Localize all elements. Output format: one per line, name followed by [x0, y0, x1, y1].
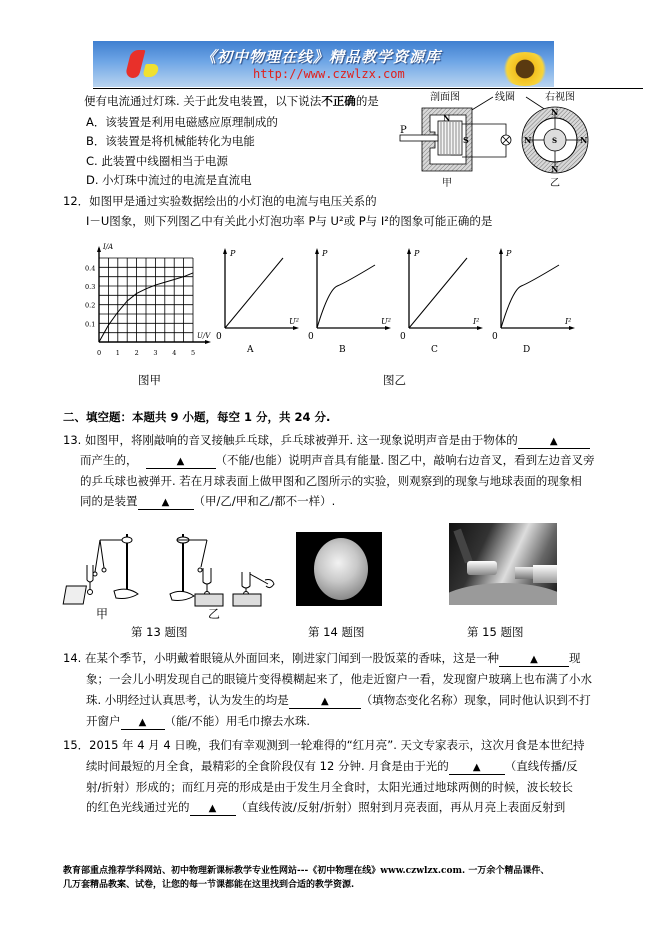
y-axis-label: P [322, 249, 328, 258]
q13-line3: 的乒乓球也被弹开. 若在月球表面上做甲图和乙图所示的实验，则观察到的现象与地球表面的现象相 [80, 474, 582, 488]
q15-text-2b: （直线传播/反 [504, 759, 578, 773]
right-view-magnet [522, 107, 588, 174]
q13-tuning-fork-figure [60, 520, 290, 640]
q14-line4 [86, 714, 310, 730]
y-axis-arrow [499, 248, 503, 254]
label-n-1: N [551, 107, 559, 117]
label-section-view: 剖面图 [430, 92, 460, 103]
blank-marker: ▲ [549, 436, 558, 447]
option-label: C [431, 345, 438, 355]
y-tick-label: 0.4 [85, 264, 96, 273]
x-tick-label: 3 [153, 349, 158, 357]
y-axis-label: P [230, 249, 236, 258]
q11-stem-emphasis: 不正确 [321, 94, 356, 108]
x-axis-arrow [293, 326, 299, 330]
label-n-4: N [580, 135, 588, 145]
q13-fig-caption: 第 13 题图 [131, 625, 188, 639]
section2-heading: 二、填空题：本题共 9 小题，每空 1 分，共 24 分. [63, 410, 331, 424]
q11-option-a: A．该装置是利用电磁感应原理制成的 [86, 115, 278, 129]
option-label: B [339, 345, 346, 355]
origin-label: 0 [492, 332, 498, 342]
q15-answer-blank-2[interactable] [190, 801, 236, 816]
label-right-view: 右视图 [545, 92, 575, 103]
label-p: P [400, 125, 407, 136]
q15-answer-blank-1[interactable] [449, 760, 505, 775]
caption-jia: 甲 [442, 178, 452, 189]
y-tick-label: 0.1 [85, 320, 96, 329]
x-axis-label: I² [565, 317, 572, 326]
q11-option-b: B．该装置是将机械能转化为电能 [86, 134, 255, 148]
blank-marker: ▲ [161, 497, 170, 508]
q13-text-1: 13. 如图甲，将刚敲响的音叉接触乒乓球，乒乓球被弹开. 这一现象说明声音是由于物体的 [63, 433, 518, 447]
blank-marker: ▲ [530, 654, 538, 665]
data-point [155, 285, 156, 286]
data-point [117, 312, 118, 313]
moon-disc [314, 538, 368, 600]
q13-line1 [63, 433, 590, 449]
data-point [99, 342, 100, 343]
q11-option-c: C. 此装置中线圈相当于电源 [86, 154, 228, 168]
data-point [127, 301, 128, 302]
spacecraft-photo [449, 523, 557, 605]
x-axis-label: U² [289, 317, 299, 326]
banner-url: http://www.czwlzx.com [253, 67, 405, 81]
x-axis-label: U² [381, 317, 391, 326]
q14-fig-caption: 第 14 题图 [308, 625, 365, 639]
caption-fig-yi: 图乙 [383, 373, 406, 387]
y-axis-arrow [97, 246, 101, 252]
option-label: D [523, 345, 531, 355]
spacecraft-module-2 [515, 567, 533, 579]
q13-text-4a: 同的是装置 [80, 494, 138, 508]
q14-line2: 象；一会儿小明发现自己的眼镜片变得模糊起来了，他走近窗户一看，发现窗户玻璃上也布满了小水 [86, 672, 592, 686]
y-tick-label: 0.3 [85, 283, 96, 291]
data-point [193, 273, 194, 274]
q14-text-4b: （能/不能）用毛巾擦去水珠. [164, 714, 311, 728]
label-n-2: N [551, 164, 559, 174]
q14-text-4a: 开窗户 [86, 714, 121, 728]
q12-line2: I－U图象，则下列图乙中有关此小灯泡功率 P与 U²或 P与 I²的图象可能正确的是 [86, 214, 493, 228]
q14-text-3b: （填物态变化名称）现象，同时他认识到不打 [360, 693, 591, 707]
q15-text-4b: （直线传波/反射/折射）照射到月亮表面，再从月亮上表面反射到 [235, 800, 566, 814]
origin-label: 0 [216, 332, 222, 342]
q14-answer-blank-3[interactable] [121, 715, 165, 730]
q13-answer-blank-3[interactable] [138, 495, 194, 510]
chart-option-a [216, 248, 299, 355]
blank-marker: ▲ [208, 803, 217, 814]
spacecraft-module-1 [467, 561, 497, 575]
x-tick-label: 1 [115, 349, 120, 357]
q15-line4 [86, 800, 565, 816]
label-s-center: S [552, 136, 558, 145]
q11-generator-figure [390, 88, 590, 193]
x-axis-label: U/V [197, 332, 211, 340]
caption-yi: 乙 [550, 178, 560, 189]
label-jia: 甲 [96, 607, 109, 621]
data-point [108, 325, 109, 326]
curve-a [225, 258, 283, 328]
x-axis-arrow [385, 326, 391, 330]
curve-d [501, 265, 559, 328]
x-axis-label: I² [473, 317, 480, 326]
earth-horizon [449, 583, 557, 605]
curve-c [409, 258, 467, 328]
caption-fig-jia: 图甲 [138, 373, 161, 387]
q14-text-3a: 珠. 小明经过认真思考，认为发生的均是 [86, 693, 289, 707]
chart-option-c [400, 248, 483, 355]
label-yi: 乙 [208, 607, 221, 621]
data-point [183, 276, 184, 277]
q13-line2 [80, 453, 595, 469]
header-banner [93, 41, 554, 87]
curve-b [317, 265, 375, 328]
y-axis-label: P [414, 249, 420, 258]
banner-title: 《初中物理在线》精品教学资源库 [201, 48, 442, 66]
q13-text-2a: 而产生的， [80, 453, 138, 467]
solar-panel [453, 529, 472, 564]
footer-line2: 几万套精品教案、试卷，让您的每一节课都能在这里找到合适的教学资源. [63, 880, 355, 890]
q13-answer-blank-1[interactable] [518, 434, 590, 449]
blank-marker: ▲ [320, 696, 329, 707]
chart-option-b [308, 248, 391, 355]
apparatus-jia [63, 534, 138, 604]
q14-line1 [63, 651, 580, 667]
q13-answer-blank-2[interactable] [146, 454, 216, 469]
option-label: A [247, 345, 254, 355]
label-s: S [463, 135, 469, 145]
x-tick-label: 2 [134, 349, 139, 357]
x-tick-label: 0 [97, 349, 102, 357]
blank-marker: ▲ [138, 717, 147, 728]
data-point [136, 293, 137, 294]
q11-stem-end: 的是 [355, 94, 379, 108]
y-axis-arrow [223, 248, 227, 254]
q14-line3 [86, 693, 591, 709]
q14-answer-blank-2[interactable] [289, 694, 361, 709]
q11-stem-text: 便有电流通过灯珠. 关于此发电装置，以下说法 [84, 94, 322, 108]
q12-line1: 12．如图甲是通过实验数据绘出的小灯泡的电流与电压关系的 [63, 194, 377, 208]
q13-line4 [80, 494, 335, 510]
q15-fig-caption: 第 15 题图 [467, 625, 524, 639]
q13-text-4b: （甲/乙/甲和乙/都不一样）. [193, 494, 336, 508]
data-point [174, 279, 175, 280]
q11-option-d: D. 小灯珠中流过的电流是直流电 [86, 173, 252, 187]
q12-charts [85, 240, 605, 360]
origin-label: 0 [308, 332, 314, 342]
q15-line2 [86, 759, 578, 775]
q15-line1: 15．2015 年 4 月 4 日晚，我们有幸观测到一轮难得的“红月亮”. 天文专家表示，这次月食是本世纪持 [63, 738, 585, 752]
x-axis-arrow [205, 340, 211, 344]
x-tick-label: 4 [172, 349, 177, 357]
q15-text-4a: 的红色光线通过光的 [86, 800, 190, 814]
label-n-top: N [443, 113, 451, 123]
chart-option-d [492, 248, 575, 355]
apparatus-yi [170, 534, 274, 606]
blank-marker: ▲ [472, 762, 481, 773]
coil-windings [441, 122, 459, 154]
label-n-3: N [524, 135, 532, 145]
y-axis-label: I/A [103, 243, 114, 251]
y-axis-arrow [407, 248, 411, 254]
y-axis-label: P [506, 249, 512, 258]
footer-line1: 教育部重点推荐学科网站、初中物理新课标教学专业性网站---《初中物理在线》www.czwlzx.com. 一万余个精品课件、 [63, 866, 550, 876]
sunflower-decoration [500, 52, 550, 86]
x-tick-label: 5 [191, 349, 196, 357]
q15-text-2a: 续时间最短的月全食，最精彩的全食阶段仅有 12 分钟. 月食是由于光的 [86, 759, 449, 773]
q13-text-2b: （不能/也能）说明声音具有能量. 图乙中，敲响右边音叉，看到左边音叉旁 [215, 453, 595, 467]
q14-text-1a: 14. 在某个季节，小明戴着眼镜从外面回来，刚进家门闻到一股饭菜的香味，这是一种 [63, 651, 499, 665]
data-point [146, 288, 147, 289]
y-tick-label: 0.2 [85, 301, 96, 310]
origin-label: 0 [400, 332, 406, 342]
moon-photo [296, 532, 382, 606]
spacecraft-module-3 [533, 565, 557, 583]
x-axis-arrow [477, 326, 483, 330]
y-axis-arrow [315, 248, 319, 254]
q11-stem [84, 94, 379, 108]
data-point [164, 282, 165, 283]
q14-text-1b: 现 [568, 651, 581, 665]
q14-answer-blank-1[interactable] [499, 652, 569, 667]
blank-marker: ▲ [176, 456, 185, 467]
chart-iu [85, 243, 211, 357]
label-coil: 线圈 [495, 92, 515, 103]
x-axis-arrow [569, 326, 575, 330]
q15-line3: 射/折射）形成的；而红月亮的形成是由于发生月全食时，太阳光通过地球两侧的时候，波长较长 [86, 780, 573, 794]
